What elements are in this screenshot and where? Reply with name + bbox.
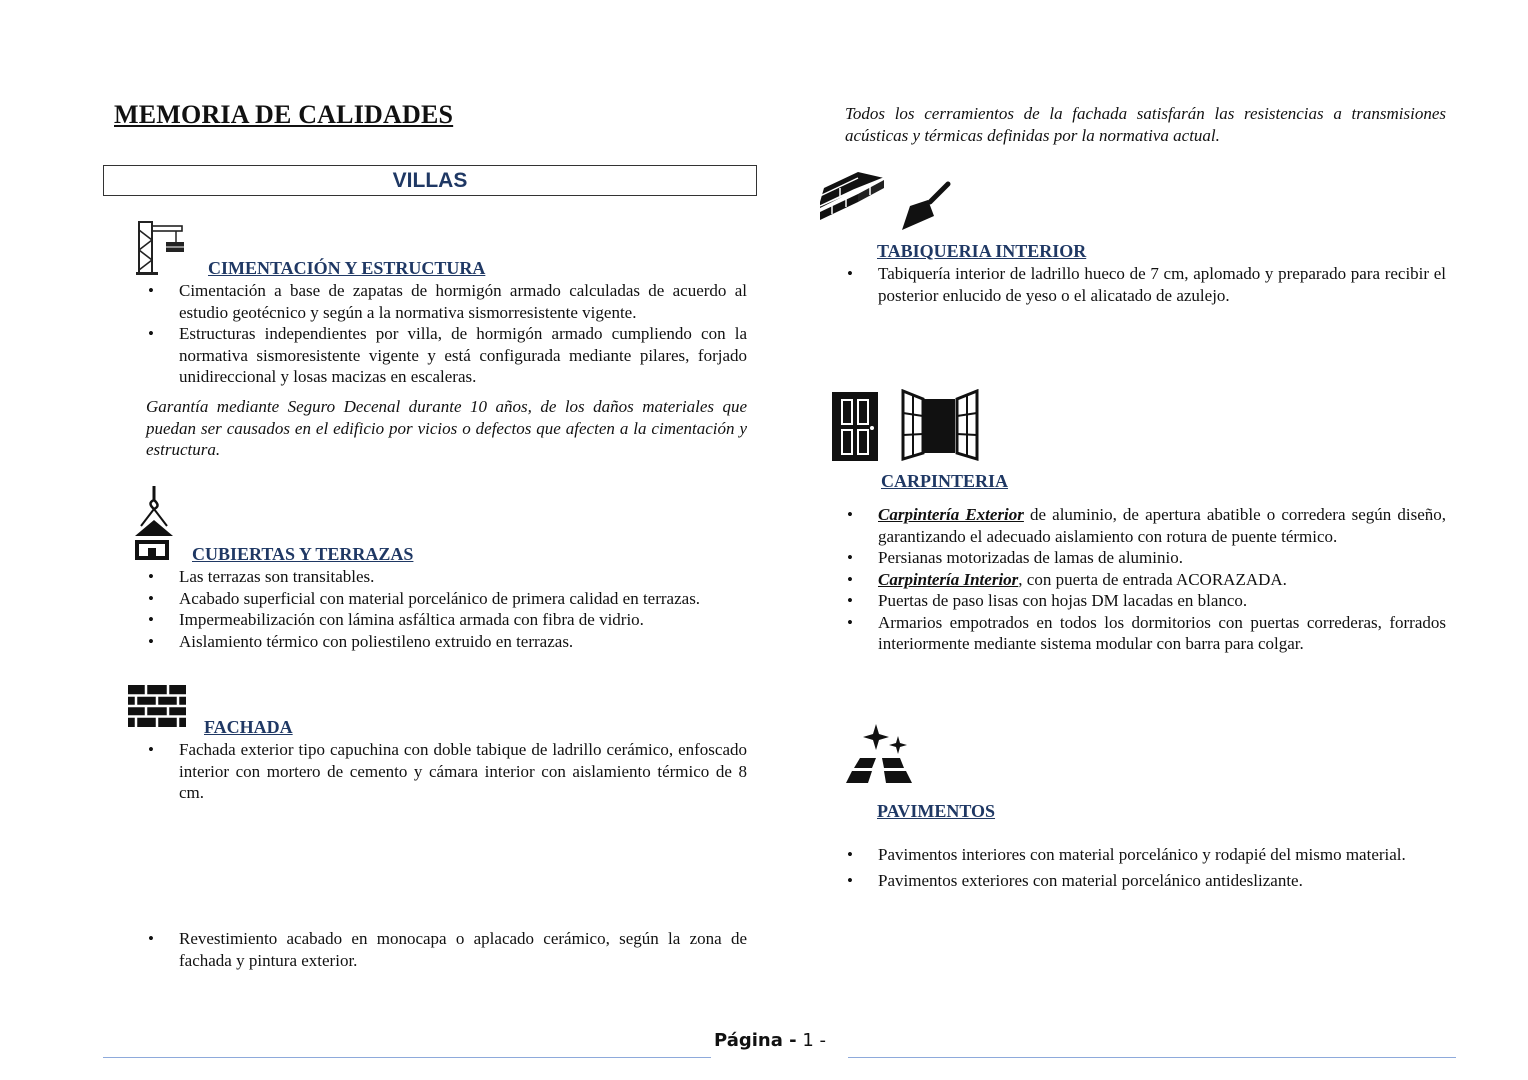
facade-note: Todos los cerramientos de la fachada satisfarán las resistencias a transmisiones acústicas y térmicas definidas por la normativa actual. [845, 104, 1446, 145]
list-item: • Pavimentos interiores con material porcelánico y rodapié del mismo material. [846, 844, 1456, 866]
document-title: MEMORIA DE CALIDADES [114, 100, 454, 129]
list-item: • Tabiquería interior de ladrillo hueco de 7 cm, aplomado y preparado para recibir el posterior enlucido de yeso o el alicatado de azulejo. [846, 263, 1446, 306]
tabiqueria-list [846, 263, 1446, 306]
tabiqueria-heading: TABIQUERIA INTERIOR [877, 241, 1087, 261]
list-item: • Estructuras independientes por villa, de hormigón armado cumpliendo con la normativa sismoresistente vigente y está configurada mediante pilares, forjado unidireccional y losas macizas en escaleras. [147, 323, 747, 388]
carpinteria-interior-label: Carpintería Interior [878, 569, 1019, 589]
list-item: • Impermeabilización con lámina asfáltica armada con fibra de vidrio. [147, 609, 747, 631]
crane-icon [136, 220, 188, 276]
window-icon [901, 389, 979, 461]
list-item: • Carpintería Interior, con puerta de entrada ACORAZADA. [846, 569, 1446, 591]
list-item: • Puertas de paso lisas con hojas DM lacadas en blanco. [846, 590, 1446, 612]
pavimentos-heading: PAVIMENTOS [877, 801, 996, 821]
list-item: • Acabado superficial con material porcelánico de primera calidad en terrazas. [147, 588, 747, 610]
door-icon [832, 392, 880, 462]
list-item: • Armarios empotrados en todos los dormitorios con puertas correderas, forrados interiormente mediante sistema modular con barra para colgar. [846, 612, 1446, 655]
list-item: • Fachada exterior tipo capuchina con doble tabique de ladrillo cerámico, enfoscado interior con mortero de cemento y cámara interior con aislamiento térmico de 8 cm. [147, 739, 747, 804]
footer-rule-right [848, 1057, 1456, 1058]
villas-banner: VILLAS [103, 165, 757, 196]
cimentacion-heading: CIMENTACIÓN Y ESTRUCTURA [208, 258, 486, 278]
list-item: • Las terrazas son transitables. [147, 566, 747, 588]
list-item: • Cimentación a base de zapatas de hormigón armado calculadas de acuerdo al estudio geotécnico y según a la normativa sismorresistente vigente. [147, 280, 747, 323]
bricks-icon [818, 172, 886, 226]
page-number: Página - 1 - [714, 1030, 826, 1051]
trowel-icon [900, 180, 954, 232]
carpinteria-heading: CARPINTERIA [881, 471, 1009, 491]
guarantee-note: Garantía mediante Seguro Decenal durante 10 años, de los daños materiales que puedan ser causados en el edificio por vicios o defectos que afecten a la cimentación y estructura. [146, 397, 747, 459]
fachada-heading: FACHADA [204, 717, 293, 737]
footer-rule-left [103, 1057, 711, 1058]
pavimentos-list [846, 844, 1456, 891]
list-item: • Pavimentos exteriores con material porcelánico antideslizante. [846, 870, 1456, 892]
cubiertas-heading: CUBIERTAS Y TERRAZAS [192, 544, 414, 564]
roof-hook-icon [133, 484, 175, 562]
carpinteria-exterior-label: Carpintería Exterior [878, 505, 1024, 524]
fachada-list [147, 739, 747, 804]
brick-wall-icon [128, 685, 186, 727]
list-item: • Revestimiento acabado en monocapa o aplacado cerámico, según la zona de fachada y pintura exterior. [147, 928, 747, 971]
floor-sparkle-icon [846, 724, 922, 784]
carpinteria-list [846, 504, 1446, 655]
list-item: • Carpintería Exterior de aluminio, de apertura abatible o corredera según diseño, garantizando el adecuado aislamiento con rotura de puente térmico. [846, 504, 1446, 547]
cubiertas-list [147, 566, 747, 652]
list-item: • Persianas motorizadas de lamas de aluminio. [846, 547, 1446, 569]
list-item: • Aislamiento térmico con poliestileno extruido en terrazas. [147, 631, 747, 653]
cimentacion-list [147, 280, 747, 388]
fachada-list-bottom [147, 928, 747, 971]
